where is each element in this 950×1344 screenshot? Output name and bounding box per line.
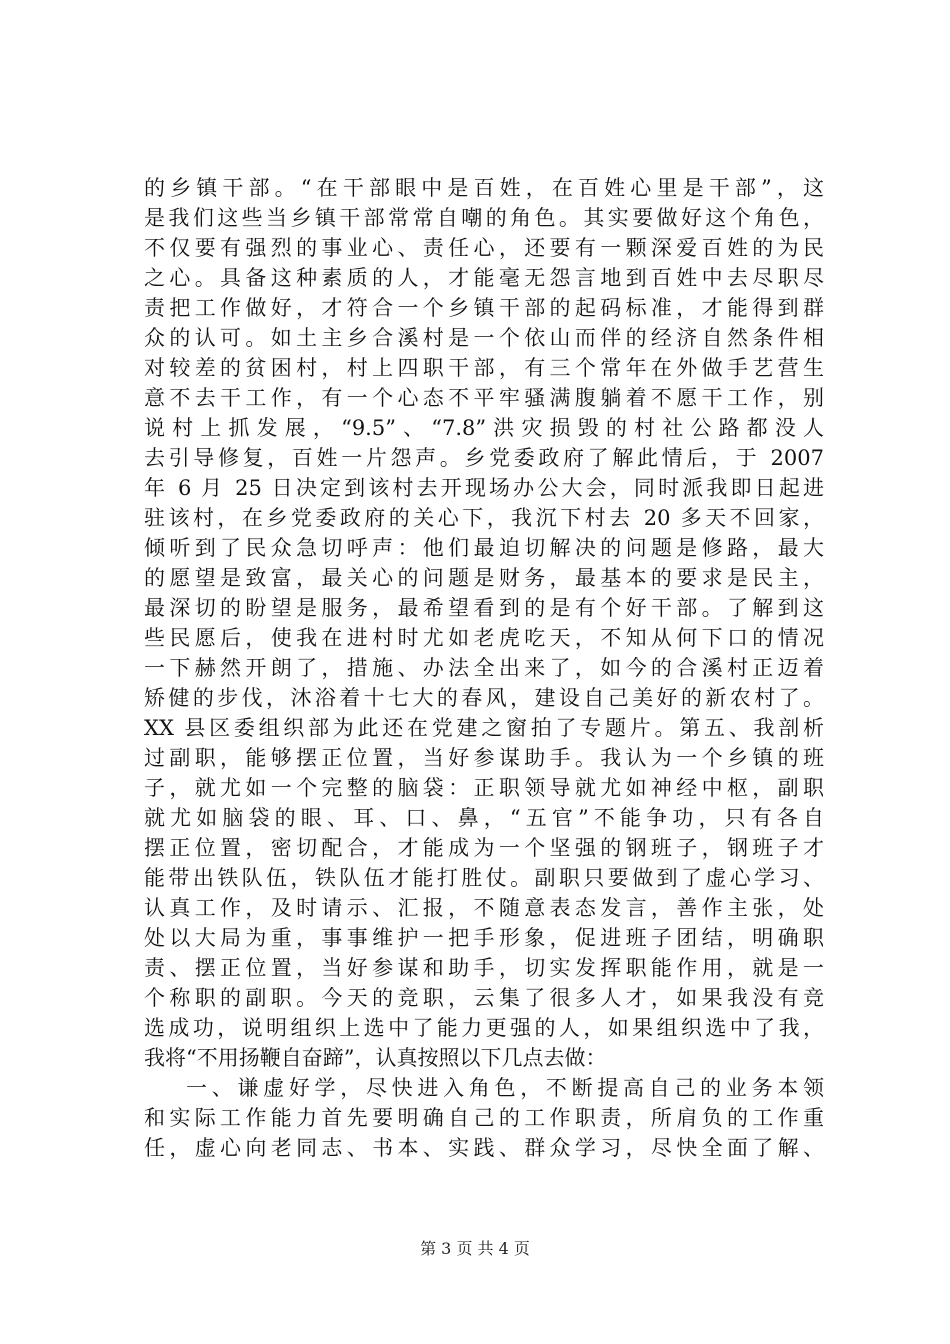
text-line: XX 县区委组织部为此还在党建之窗拍了专题片。第五、我剖析: [144, 716, 824, 740]
text-line: 倾听到了民众急切呼声：他们最迫切解决的问题是修路，最大: [144, 536, 824, 560]
text-line: 对较差的贫困村，村上四职干部，有三个常年在外做手艺营生: [144, 356, 824, 380]
text-line: 之心。具备这种素质的人，才能毫无怨言地到百姓中去尽职尽: [144, 266, 824, 290]
text-line: 不仅要有强烈的事业心、责任心，还要有一颗深爱百姓的为民: [144, 236, 824, 260]
text-line: 摆正位置，密切配合，才能成为一个坚强的钢班子，钢班子才: [144, 836, 824, 860]
text-line: 去引导修复，百姓一片怨声。乡党委政府了解此情后，于 2007: [144, 446, 824, 470]
text-line: 过副职，能够摆正位置，当好参谋助手。我认为一个乡镇的班: [144, 746, 824, 770]
text-line: 处以大局为重，事事维护一把手形象，促进班子团结，明确职: [144, 926, 824, 950]
text-line: 和实际工作能力首先要明确自己的工作职责，所肩负的工作重: [144, 1106, 824, 1130]
text-line: 选成功，说明组织上选中了能力更强的人，如果组织选中了我，: [144, 1016, 824, 1040]
text-line: 能带出铁队伍，铁队伍才能打胜仗。副职只要做到了虚心学习、: [144, 866, 824, 890]
text-line: 说村上抓发展，“9.5”、“7.8”洪灾损毁的村社公路都没人: [144, 416, 824, 440]
text-line: 最深切的盼望是服务，最希望看到的是有个好干部。了解到这: [144, 596, 824, 620]
text-line: 些民愿后，使我在进村时尤如老虎吃天，不知从何下口的情况: [144, 626, 824, 650]
text-line: 责、摆正位置，当好参谋和助手，切实发挥职能作用，就是一: [144, 956, 824, 980]
text-line: 个称职的副职。今天的竞职，云集了很多人才，如果我没有竞: [144, 986, 824, 1010]
text-line: 是我们这些当乡镇干部常常自嘲的角色。其实要做好这个角色，: [144, 206, 824, 230]
text-line: 驻该村，在乡党委政府的关心下，我沉下村去 20 多天不回家，: [144, 506, 824, 530]
text-line: 年 6 月 25 日决定到该村去开现场办公大会，同时派我即日起进: [144, 476, 824, 500]
text-line: 众的认可。如土主乡合溪村是一个依山而伴的经济自然条件相: [144, 326, 824, 350]
text-line: 任，虚心向老同志、书本、实践、群众学习，尽快全面了解、: [144, 1136, 824, 1160]
text-line: 的愿望是致富，最关心的问题是财务，最基本的要求是民主，: [144, 566, 824, 590]
text-line: 矫健的步伐，沐浴着十七大的春风，建设自己美好的新农村了。: [144, 686, 824, 710]
body-text: [144, 173, 824, 1163]
text-line: 我将“不用扬鞭自奋蹄”，认真按照以下几点去做：: [144, 1046, 607, 1070]
text-line: 意不去干工作，有一个心态不平牢骚满腹躺着不愿干工作，别: [144, 386, 824, 410]
text-line: 一、谦虚好学，尽快进入角色，不断提高自己的业务本领: [186, 1076, 824, 1100]
text-line: 就尤如脑袋的眼、耳、口、鼻，“五官”不能争功，只有各自: [144, 806, 824, 830]
text-line: 子，就尤如一个完整的脑袋：正职领导就尤如神经中枢，副职: [144, 776, 824, 800]
text-line: 认真工作，及时请示、汇报，不随意表态发言，善作主张，处: [144, 896, 824, 920]
page-footer: 第 3 页 共 4 页: [420, 1239, 530, 1258]
text-line: 一下赫然开朗了，措施、办法全出来了，如今的合溪村正迈着: [144, 656, 824, 680]
text-line: 的乡镇干部。“在干部眼中是百姓，在百姓心里是干部”，这: [144, 176, 824, 200]
text-line: 责把工作做好，才符合一个乡镇干部的起码标准，才能得到群: [144, 296, 824, 320]
